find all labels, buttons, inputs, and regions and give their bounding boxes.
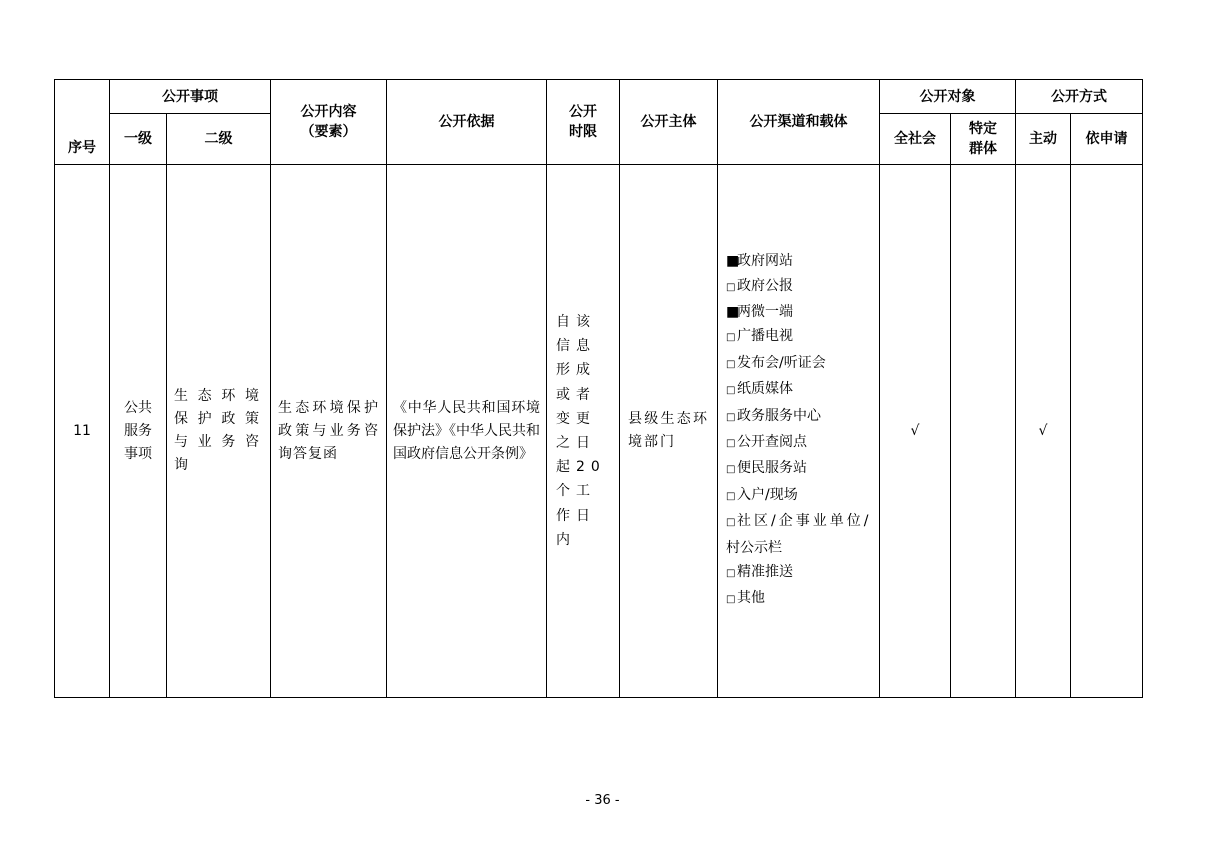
channel-label: 发布会/听证会 <box>737 354 826 371</box>
row-channels <box>718 165 880 698</box>
header-all-society: 全社会 <box>880 114 951 165</box>
row-level2 <box>167 165 271 698</box>
row-seq: 11 <box>55 165 110 698</box>
row-on-request <box>1071 165 1143 698</box>
row-basis-text: 《中华人民共和国环境保护法》《中华人民共和国政府信息公开条例》 <box>393 399 540 462</box>
header-specific-line1: 特定 <box>969 121 997 137</box>
row-all-society: √ <box>880 165 951 698</box>
channel-label: 公开查阅点 <box>737 434 807 450</box>
row-level2-text: 生态环境保护政策与业务咨询 <box>174 388 263 473</box>
header-row-1 <box>55 80 1143 114</box>
channel-label: 广播电视 <box>737 328 793 345</box>
unchecked-box-icon: □ <box>726 464 736 476</box>
header-target: 公开对象 <box>880 80 1016 114</box>
header-matter: 公开事项 <box>110 80 271 114</box>
channel-label: 政府网站 <box>737 253 793 270</box>
row-time-limit-text: 自该信息形成或者变更之日起20个工作日内 <box>556 313 606 548</box>
channel-item <box>726 586 873 612</box>
channel-item <box>726 536 873 560</box>
unchecked-box-icon: □ <box>726 594 736 606</box>
unchecked-box-icon: □ <box>726 411 736 423</box>
unchecked-box-icon: □ <box>726 517 736 529</box>
header-basis: 公开依据 <box>387 80 547 165</box>
header-specific-group <box>951 114 1016 165</box>
channel-label: 纸质媒体 <box>737 381 793 398</box>
row-content-text: 生态环境保护政策与业务咨询答复函 <box>278 399 379 462</box>
channel-item <box>726 483 873 509</box>
channel-label: 便民服务站 <box>737 460 807 477</box>
header-active: 主动 <box>1016 114 1071 165</box>
channel-label: 政府公报 <box>737 277 793 294</box>
table-row <box>55 165 1143 698</box>
header-channels: 公开渠道和载体 <box>718 80 880 165</box>
channel-item <box>726 509 873 535</box>
channel-label: 精准推送 <box>737 564 793 581</box>
channel-item <box>726 324 873 350</box>
header-subject: 公开主体 <box>620 80 718 165</box>
channel-item <box>726 456 873 482</box>
row-time-limit <box>547 165 620 698</box>
header-level2: 二级 <box>167 114 271 165</box>
unchecked-box-icon: □ <box>726 490 736 502</box>
header-time <box>547 80 620 165</box>
channel-label: 两微一端 <box>737 303 793 320</box>
header-specific-line2: 群体 <box>969 141 997 157</box>
row-level1-text: 公共服务事项 <box>124 399 152 462</box>
row-basis <box>387 165 547 698</box>
unchecked-box-icon: □ <box>726 358 736 370</box>
channel-item <box>726 274 873 300</box>
header-time-line1: 公开 <box>569 104 597 120</box>
unchecked-box-icon: □ <box>726 568 736 580</box>
page-number: - 36 - <box>585 793 620 808</box>
header-method: 公开方式 <box>1016 80 1143 114</box>
channel-label: 入户/现场 <box>737 486 798 503</box>
header-seq: 序号 <box>55 80 110 165</box>
row-content <box>271 165 387 698</box>
header-content-line2: （要素） <box>300 124 357 140</box>
channel-item <box>726 430 873 456</box>
channel-label: 社区/企事业单位/ <box>737 513 872 530</box>
channel-item <box>726 351 873 377</box>
channel-item <box>726 249 873 273</box>
unchecked-box-icon: □ <box>726 385 736 397</box>
row-active: √ <box>1016 165 1071 698</box>
header-level1: 一级 <box>110 114 167 165</box>
channel-label: 村公示栏 <box>726 539 782 556</box>
unchecked-box-icon: □ <box>726 438 736 449</box>
channel-item <box>726 560 873 586</box>
row-level1 <box>110 165 167 698</box>
channel-item <box>726 404 873 430</box>
unchecked-box-icon: □ <box>726 281 736 293</box>
unchecked-box-icon: □ <box>726 332 736 344</box>
row-specific-group <box>951 165 1016 698</box>
header-on-request: 依申请 <box>1071 114 1143 165</box>
channel-label: 其他 <box>737 590 765 607</box>
channel-list <box>718 249 879 613</box>
channel-label: 政务服务中心 <box>737 407 821 424</box>
header-content-line1: 公开内容 <box>300 104 357 120</box>
header-content <box>271 80 387 165</box>
row-subject <box>620 165 718 698</box>
checked-box-icon: ■ <box>726 303 740 320</box>
row-subject-text: 县级生态环境部门 <box>628 411 709 450</box>
channel-item <box>726 377 873 403</box>
header-time-line2: 时限 <box>569 124 597 140</box>
disclosure-table <box>54 79 1143 698</box>
channel-item <box>726 300 873 324</box>
checked-box-icon: ■ <box>726 253 740 270</box>
